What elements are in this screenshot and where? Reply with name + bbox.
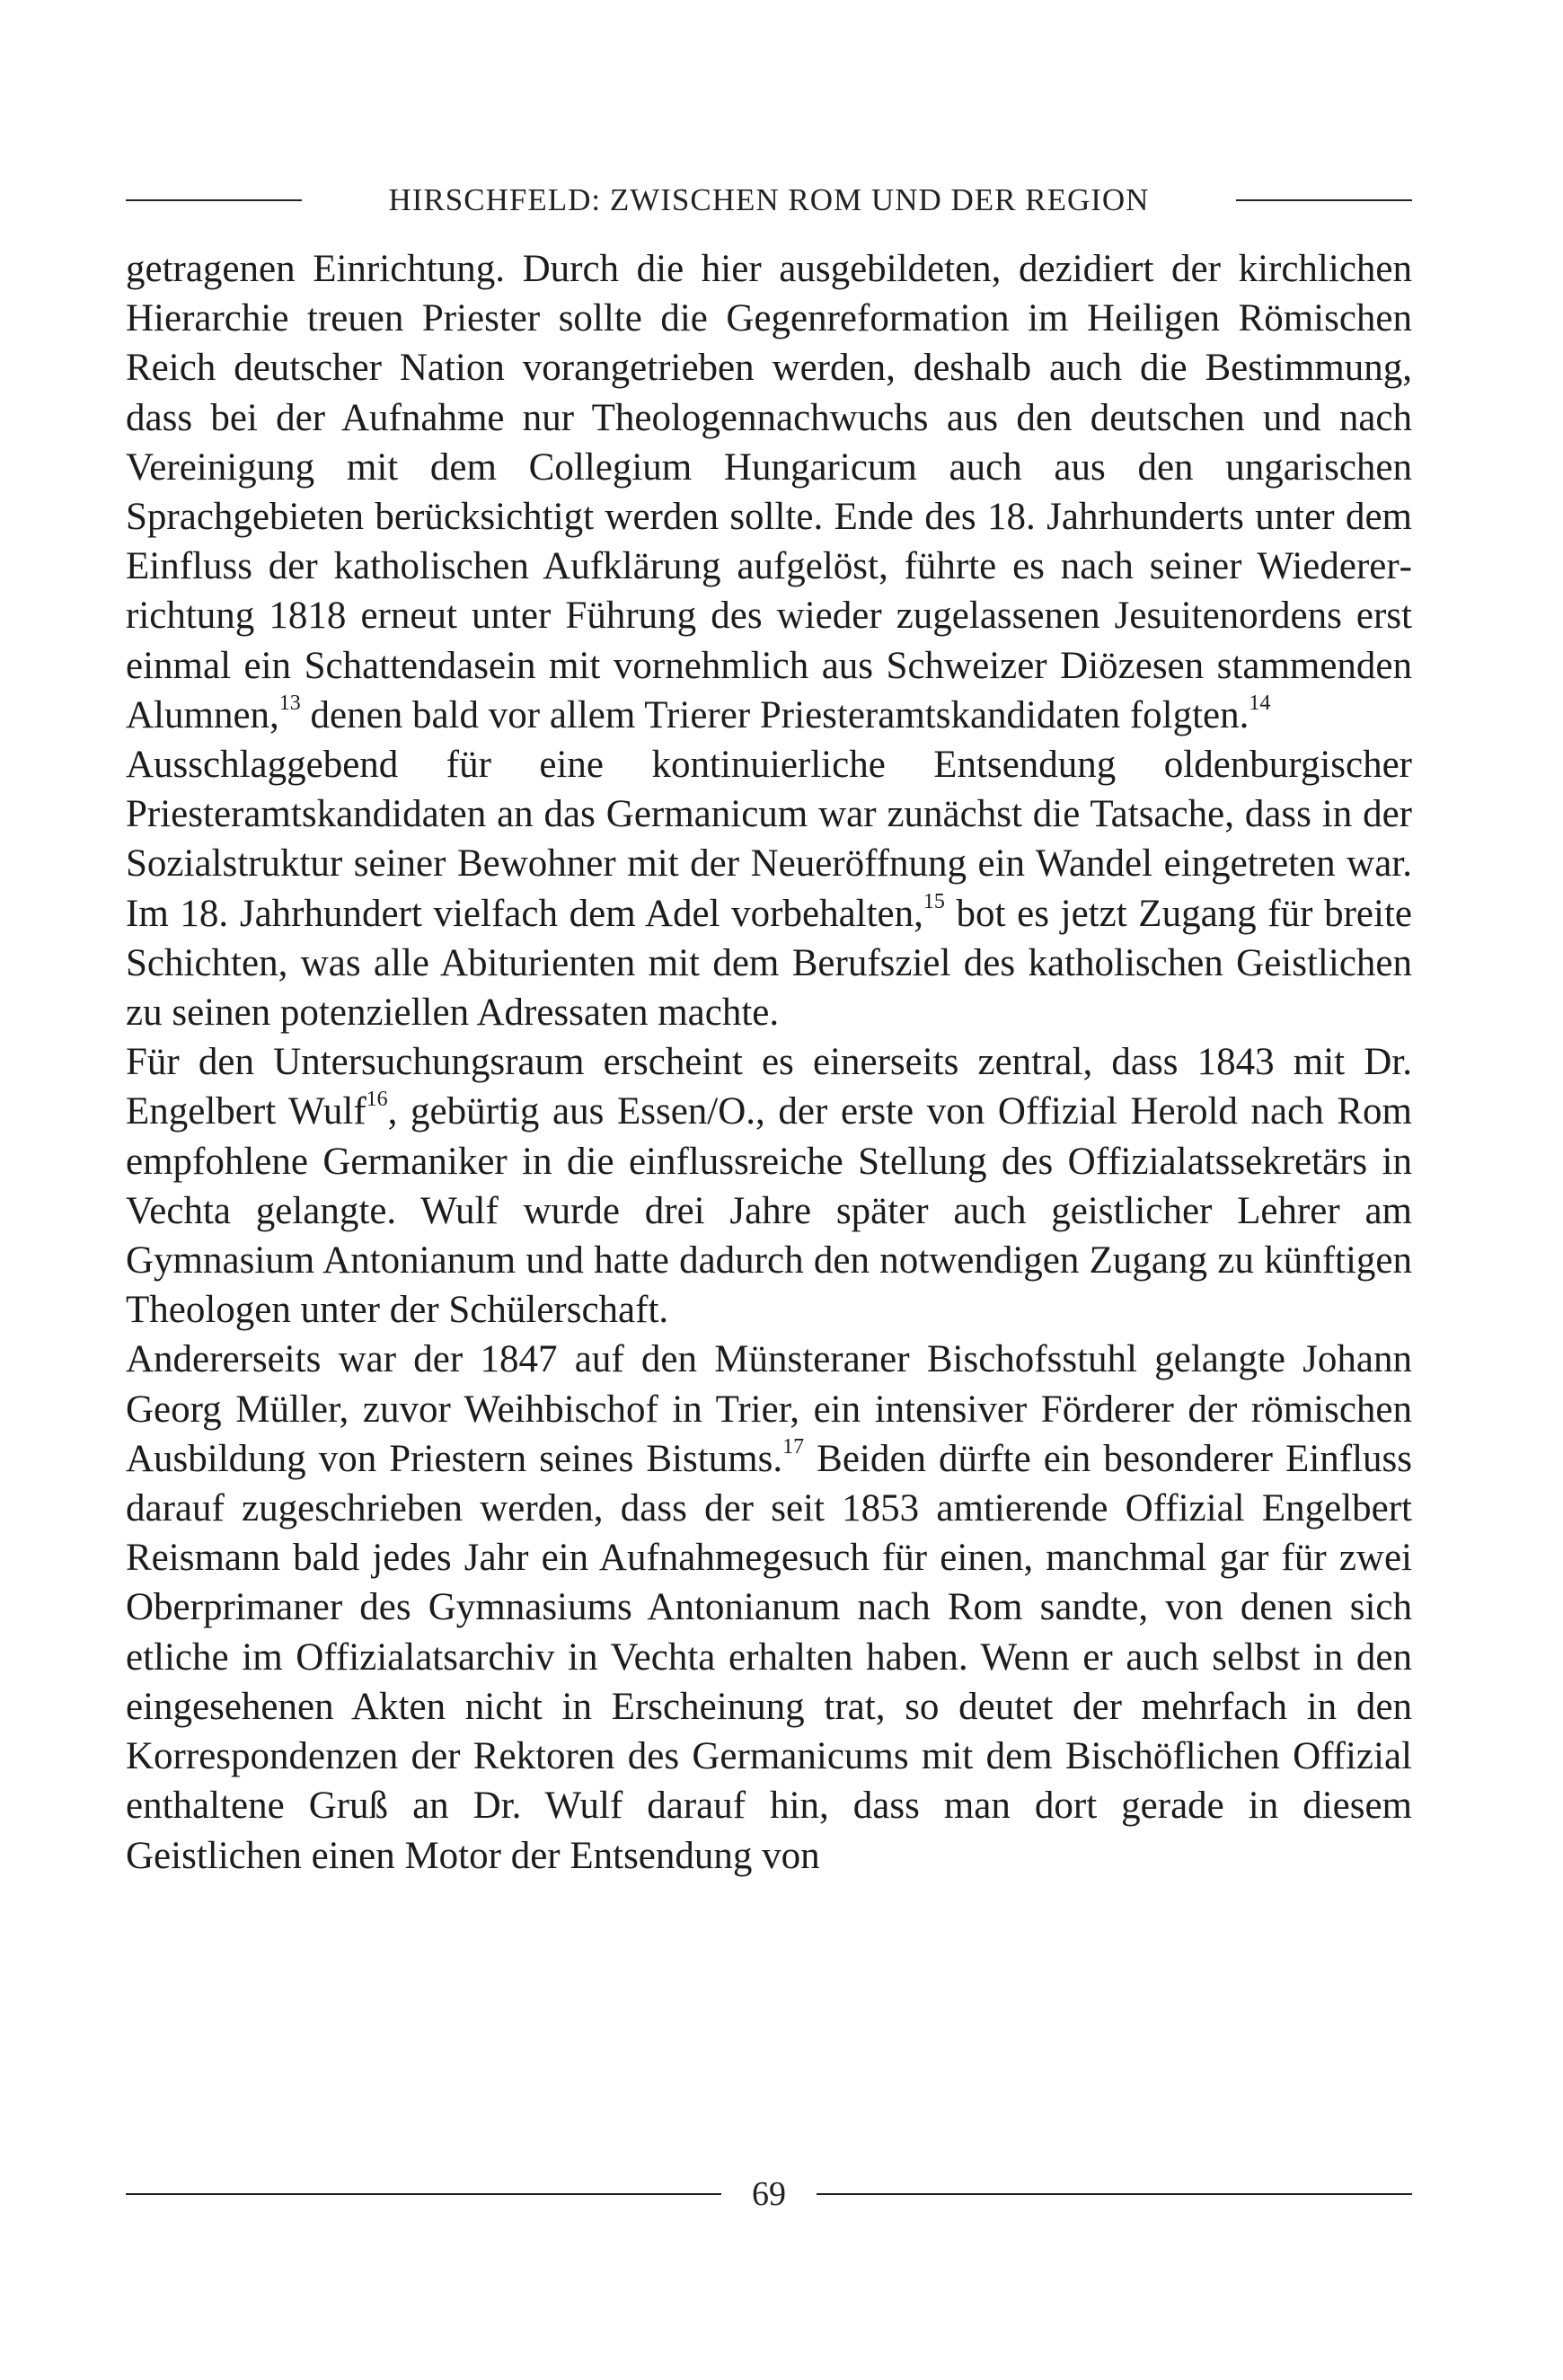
footnote-ref: 13 [278,691,301,715]
running-head-title: HIRSCHFELD: ZWISCHEN ROM UND DER REGION [388,182,1150,217]
paragraph-text: , gebürtig aus Essen/O., der erste von Offizial Herold nach Rom empfohlene Germaniker in die einflussreiche Stellung des Offizialatssekretärs in Vechta gelangte. Wulf wurde drei Jahre später auch geistlicher Lehrer am Gymnasium Antonianum und hatte dadurch den notwendigen Zugang zu künftigen Theologen unter der Schülerschaft. [126,1090,1412,1332]
footnote-ref: 14 [1249,691,1271,715]
page-footer [126,2172,1412,2217]
body-text [126,244,1412,1881]
paragraph-text: Andererseits war der 1847 auf den Münsteraner Bischofsstuhl gelangte Johann Georg Müller, zuvor Weihbischof in Trier, ein intensiver Förderer der römischen Ausbildung von Priestern seines Bistums. [126,1338,1412,1480]
running-head-rule-right [1236,199,1412,201]
paragraph-text: bot es jetzt Zugang für breite Schichten, was alle Abiturienten mit dem Berufsziel des katholischen Geistlichen zu seinen potenziellen Adressaten machte. [126,892,1412,1035]
paragraph-text: Ausschlaggebend für eine kontinuierliche Entsendung oldenburgischer Priesteramtskandidaten an das Germanicum war zunächst die Tatsache, dass in der Sozialstruktur seiner Bewohner mit der Neueröffnung ein Wandel eingetreten war. Im 18. Jahrhundert vielfach dem Adel vorbehalten, [126,744,1412,935]
page-number: 69 [752,2175,786,2213]
footnote-ref: 15 [923,889,945,913]
paragraph-text: getragenen Einrichtung. Durch die hier ausgebildeten, dezidiert der kirchlichen Hierarchie treuen Priester sollte die Gegenreformation im Heiligen Römischen Reich deutscher Nation vorangetrieben werden, deshalb auch die Bestimmung, dass bei der Aufnahme nur Theologennachwuchs aus den deutschen und nach Vereinigung mit dem Collegium Hungaricum auch aus den ungarischen Sprachgebieten berücksichtigt werden sollte. Ende des 18. Jahrhunderts unter dem Einfluss der katholischen Aufklärung aufgelöst, führte es nach seiner Wiedererrichtung 1818 erneut unter Führung des wieder zugelassenen Jesuitenordens erst einmal ein Schattendasein mit vornehmlich aus Schweizer Diözesen stammenden Alumnen, [126,248,1412,736]
paragraph [126,1037,1412,1335]
footnote-ref: 17 [782,1434,805,1459]
paragraph-text: Für den Untersuchungsraum erscheint es einerseits zentral, dass 1843 mit Dr. Engelbert Wulf [126,1041,1412,1133]
paragraph-text: Beiden dürfte ein besonderer Einfluss darauf zugeschrieben werden, dass der seit 1853 amtierende Offizial Engelbert Reismann bald jedes Jahr ein Aufnahmegesuch für einen, manchmal gar für zwei Oberprimaner des Gymnasiums Antonianum nach Rom sandte, von denen sich etliche im Offizialatsarchiv in Vechta erhalten haben. Wenn er auch selbst in den eingesehenen Akten nicht in Erscheinung trat, so deutet der mehrfach in den Korrespondenzen der Rektoren des Germanicums mit dem Bischöflichen Offizial enthaltene Gruß an Dr. Wulf darauf hin, dass man dort gerade in diesem Geistlichen einen Motor der Entsendung von [126,1437,1412,1877]
running-head [126,178,1412,223]
paragraph-text: denen bald vor allem Trierer Priesteramtskandidaten folgten. [300,693,1250,736]
running-head-rule-left [126,199,302,201]
paragraph [126,244,1412,740]
paragraph [126,740,1412,1037]
footer-rule-right [817,2193,1412,2195]
footnote-ref: 16 [366,1088,388,1112]
footer-rule-left [126,2193,721,2195]
paragraph [126,1335,1412,1880]
